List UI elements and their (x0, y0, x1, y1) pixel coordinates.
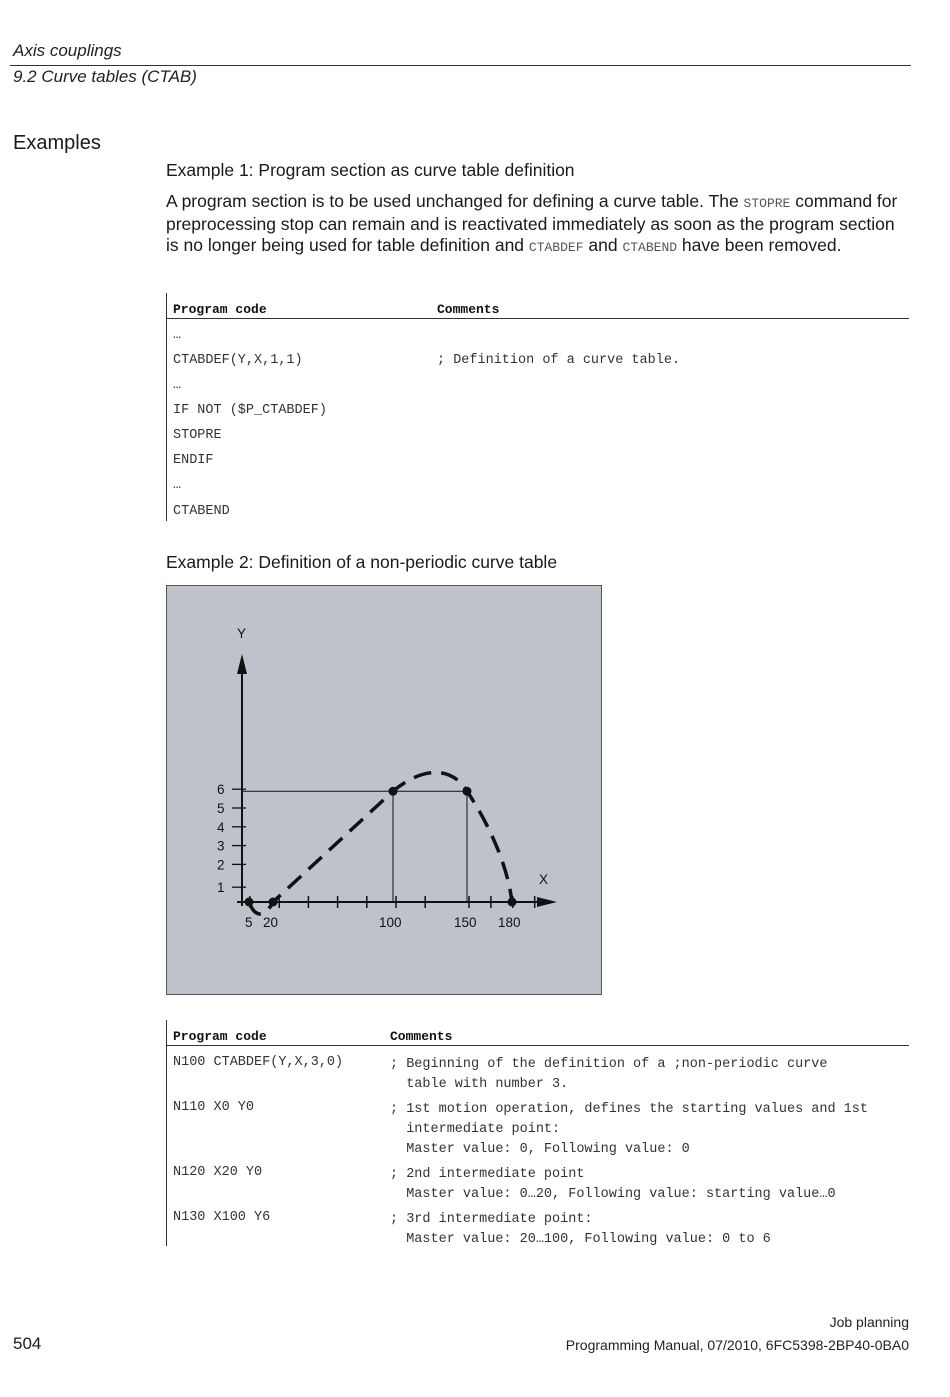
x-axis-label: X (539, 872, 549, 887)
y-tick-label: 1 (217, 880, 225, 896)
header-rule (10, 65, 911, 66)
table-row-comment: ; 3rd intermediate point: Master value: 20…100, Following value: 0 to 6 (390, 1212, 771, 1247)
y-tick-label: 3 (217, 838, 225, 854)
table-row: … (173, 328, 182, 343)
table-row: CTABDEF(Y,X,1,1) (173, 353, 303, 368)
x-tick-label: 180 (498, 915, 521, 930)
para-text: A program section is to be used unchanged for defining a curve table. The (166, 191, 744, 211)
table-header-rule (167, 318, 909, 319)
footer-doc-title: Job planning (829, 1314, 909, 1330)
section-title: 9.2 Curve tables (CTAB) (13, 67, 197, 86)
chapter-title: Axis couplings (13, 41, 122, 60)
table-row: N120 X20 Y0 (173, 1165, 263, 1180)
table-row: N110 X0 Y0 (173, 1100, 255, 1115)
example1-code-table (166, 293, 681, 521)
y-tick-label: 6 (217, 782, 225, 798)
inline-code-stopre: STOPRE (743, 196, 791, 211)
table-row: IF NOT ($P_CTABDEF) (173, 403, 327, 418)
table-header-comments: Comments (437, 302, 500, 317)
table-row: … (173, 378, 182, 393)
examples-heading: Examples (13, 132, 101, 154)
table-header-rule (167, 1045, 909, 1046)
table-row-comment: ; 1st motion operation, defines the starting values and 1st intermediate point: Master value: 0, Following value: 0 (390, 1102, 868, 1157)
table-row-comment: ; Beginning of the definition of a ;non-periodic curve table with number 3. (390, 1057, 828, 1092)
example2-title: Example 2: Definition of a non-periodic curve table (166, 552, 558, 572)
example1-title: Example 1: Program section as curve table definition (166, 160, 575, 180)
y-axis-label: Y (237, 626, 247, 641)
table-row: N100 CTABDEF(Y,X,3,0) (173, 1055, 344, 1070)
data-point (389, 787, 398, 796)
table-header-comments: Comments (390, 1029, 453, 1044)
table-row-comment: ; 2nd intermediate point Master value: 0…20, Following value: starting value…0 (390, 1167, 836, 1202)
example1-paragraph (166, 191, 906, 258)
table-row: STOPRE (173, 428, 222, 443)
para-text: and (583, 235, 623, 255)
curve-figure (166, 585, 602, 995)
curve-line (249, 772, 512, 914)
table-header-code: Program code (173, 1029, 267, 1044)
curve-chart (167, 586, 601, 994)
table-header-code: Program code (173, 302, 267, 317)
x-tick-label: 100 (379, 915, 402, 930)
x-tick-label: 20 (263, 915, 279, 930)
table-row: CTABEND (173, 504, 230, 519)
y-axis-arrow (237, 654, 247, 674)
x-tick-label: 5 (245, 915, 253, 930)
inline-code-ctabend: CTABEND (622, 240, 678, 255)
data-point (269, 898, 278, 907)
footer-doc-ref: Programming Manual, 07/2010, 6FC5398-2BP40-0BA0 (565, 1337, 909, 1353)
para-text: have been removed. (677, 235, 842, 255)
table-row: N130 X100 Y6 (173, 1210, 271, 1225)
para-text: command for preprocessing stop can remain and is reactivated immediately as soon as the program section is no longer being used for table definition and (166, 191, 898, 255)
table-row: … (173, 478, 182, 493)
y-tick-label: 4 (217, 819, 225, 835)
page-number: 504 (13, 1334, 42, 1353)
y-tick-label: 5 (217, 801, 225, 816)
x-tick-label: 150 (454, 915, 477, 930)
table-row: ENDIF (173, 453, 214, 468)
example2-code-table (166, 1020, 868, 1247)
x-axis-arrow (537, 897, 557, 907)
table-row-comment: ; Definition of a curve table. (437, 353, 681, 368)
data-point (508, 898, 517, 907)
data-point (463, 787, 472, 796)
y-tick-label: 2 (217, 857, 225, 873)
data-point (245, 898, 254, 907)
inline-code-ctabdef: CTABDEF (528, 240, 584, 255)
